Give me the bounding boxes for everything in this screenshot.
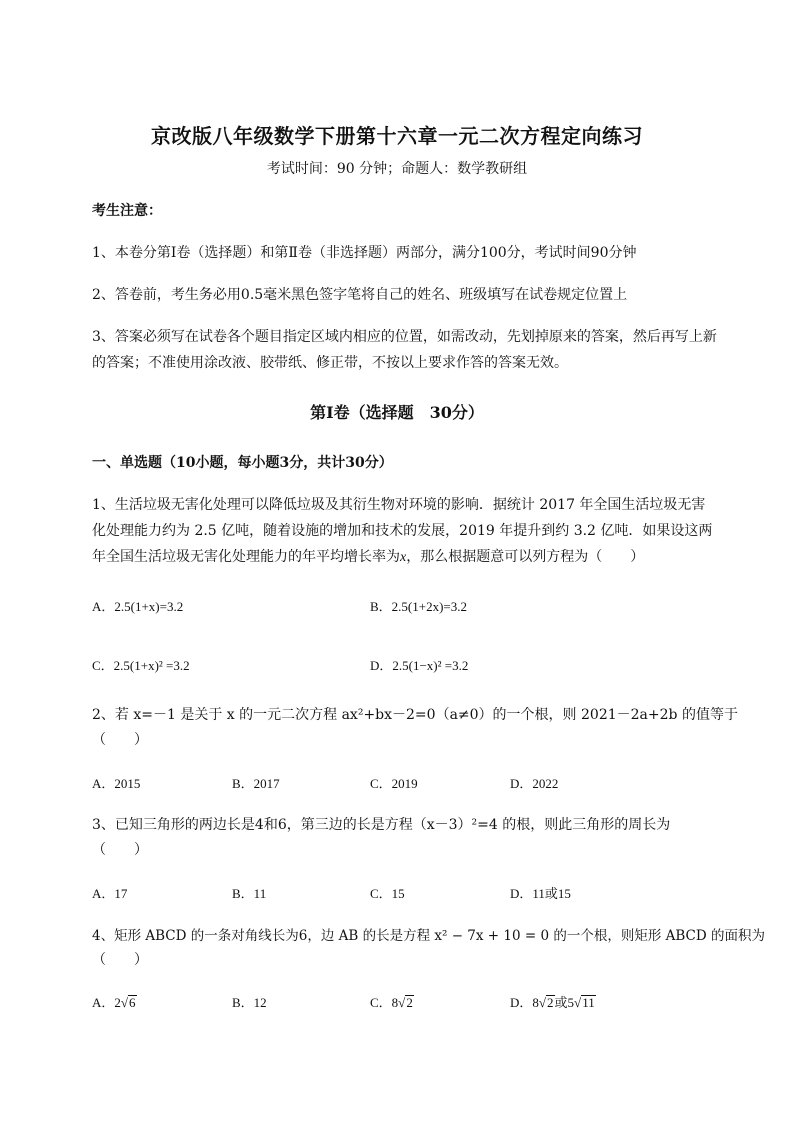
q1-stem-line-3: [92, 546, 644, 566]
q1-option-d-text: 2.5(1−x)² =3.2: [392, 658, 469, 673]
q4-option-a-radicand: 6: [129, 995, 136, 1010]
q4-option-d-coef-2: 5: [567, 995, 575, 1010]
q1-option-d[interactable]: [370, 655, 468, 674]
q1-option-c-label: C．: [92, 658, 114, 673]
sqrt-icon: √: [538, 995, 547, 1010]
part-heading: 一、单选题（10小题，每小题3分，共计30分）: [92, 455, 393, 471]
q1-variable: x: [400, 550, 407, 565]
notice-item-2: 2、答卷前，考生务必用0.5毫米黑色签字笔将自己的姓名、班级填写在试卷规定位置上: [92, 287, 628, 303]
page-title: 京改版八年级数学下册第十六章一元二次方程定向练习: [151, 124, 643, 148]
q4-option-a[interactable]: [92, 992, 137, 1011]
q3-stem-line-1: 3、已知三角形的两边长是4和6，第三边的长是方程（x－3）²=4 的根，则此三角形的周长为: [92, 817, 671, 833]
notice-item-3-line-2: 的答案；不准使用涂改液、胶带纸、修正带，不按以上要求作答的答案无效。: [92, 355, 568, 371]
q4-option-a-label: A．: [92, 995, 115, 1010]
q4-option-c[interactable]: [370, 992, 414, 1011]
sqrt-icon: √: [398, 995, 406, 1010]
q2-option-b[interactable]: B．2017: [232, 776, 280, 791]
q4-option-d-coef-1: 8: [532, 995, 539, 1010]
q3-option-c[interactable]: C．15: [370, 886, 405, 901]
q2-option-a[interactable]: A．2015: [92, 776, 141, 791]
q4-option-a-coef: 2: [114, 995, 121, 1010]
q3-option-b[interactable]: B．11: [232, 886, 267, 901]
q4-option-d-label: D．: [510, 995, 533, 1010]
q1-stem-line-1: 1、生活垃圾无害化处理可以降低垃圾及其衍生物对环境的影响．据统计 2017 年全国生活垃圾无害: [92, 497, 706, 513]
page-subtitle: 考试时间：90 分钟；命题人：数学教研组: [266, 161, 528, 177]
q3-stem-line-2: （ ）: [92, 842, 148, 858]
q1-option-a[interactable]: [92, 596, 183, 615]
q1-option-a-text: 2.5(1+x)=3.2: [114, 599, 184, 614]
q4-option-c-label: C．: [370, 995, 392, 1010]
q4-option-c-radicand: 2: [406, 995, 413, 1010]
q1-option-c-text: 2.5(1+x)² =3.2: [113, 658, 190, 673]
q4-option-d-radicand-1: 2: [547, 995, 554, 1010]
q4-stem-line-1: 4、矩形 ABCD 的一条对角线长为6，边 AB 的长是方程 x² − 7x + 10 = 0 的一个根，则矩形 ABCD 的面积为: [92, 928, 766, 944]
q1-stem-text-a: 年全国生活垃圾无害化处理能力的年平均增长率为: [92, 549, 400, 565]
q4-option-d-radicand-2: 11: [582, 995, 595, 1010]
notice-item-1: 1、本卷分第I卷（选择题）和第Ⅱ卷（非选择题）两部分，满分100分，考试时间90分钟: [92, 245, 637, 261]
q1-option-b[interactable]: [370, 596, 467, 615]
q4-option-b[interactable]: B．12: [232, 995, 267, 1010]
q4-option-d-or: 或: [554, 995, 568, 1010]
q2-option-c[interactable]: C．2019: [370, 776, 418, 791]
notice-heading: 考生注意：: [92, 203, 162, 219]
section-title: 第I卷（选择题 30分）: [310, 403, 484, 422]
q1-option-a-label: A．: [92, 599, 115, 614]
q3-option-d[interactable]: D．11或15: [510, 886, 571, 901]
q1-option-b-label: B．: [370, 599, 392, 614]
q2-stem-line-1: 2、若 x=－1 是关于 x 的一元二次方程 ax²+bx－2=0（a≠0）的一个根，则 2021－2a+2b 的值等于: [92, 707, 738, 723]
q4-option-d[interactable]: [510, 992, 596, 1011]
q4-option-c-coef: 8: [391, 995, 399, 1010]
notice-item-3-line-1: 3、答案必须写在试卷各个题目指定区域内相应的位置，如需改动，先划掉原来的答案，然后再写上新: [92, 329, 717, 345]
q1-stem-text-b: ，那么根据题意可以列方程为（ ）: [406, 549, 645, 565]
sqrt-icon: √: [120, 995, 129, 1010]
q4-stem-line-2: （ ）: [92, 952, 148, 968]
q2-stem-line-2: （ ）: [92, 732, 148, 748]
q3-option-a[interactable]: A．17: [92, 886, 128, 901]
q1-option-c[interactable]: [92, 655, 190, 674]
sqrt-icon: √: [574, 995, 582, 1010]
q1-option-b-text: 2.5(1+2x)=3.2: [391, 599, 467, 614]
q2-option-d[interactable]: D．2022: [510, 776, 559, 791]
q1-stem-line-2: 化处理能力约为 2.5 亿吨，随着设施的增加和技术的发展，2019 年提升到约 3.2 亿吨．如果设这两: [92, 523, 713, 539]
q1-option-d-label: D．: [370, 658, 393, 673]
